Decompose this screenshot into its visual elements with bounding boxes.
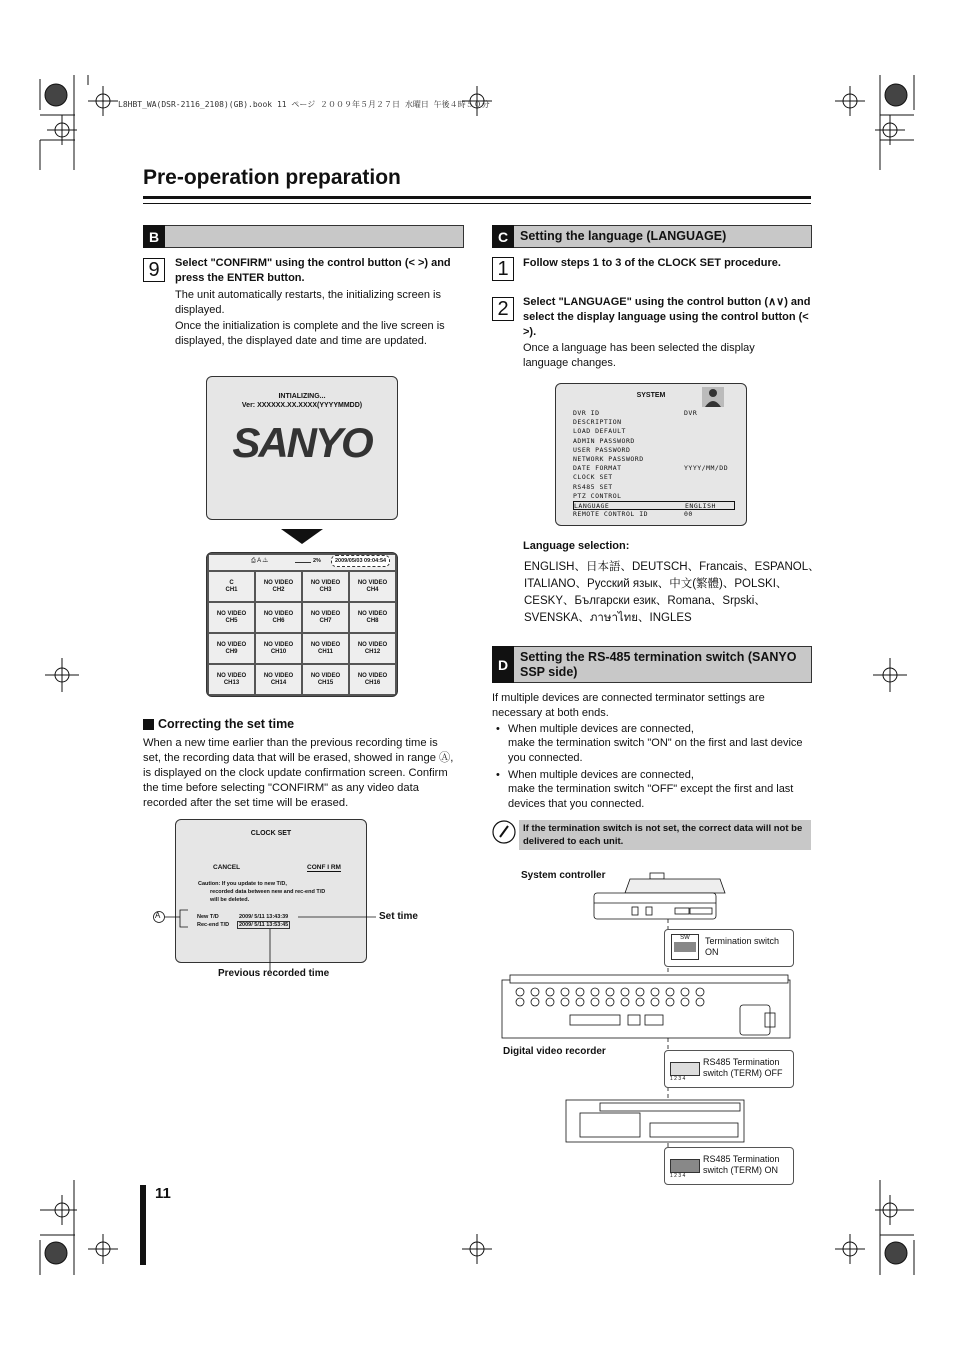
channel-cell	[256, 603, 301, 632]
channel-label: CH10	[270, 648, 287, 655]
channel-status: NO VIDEO	[357, 672, 388, 679]
system-row-label: DVR ID	[573, 409, 600, 417]
system-menu-screen	[555, 383, 747, 526]
rs485-off-label: RS485 Termination switch (TERM) OFF	[703, 1057, 783, 1078]
section-c-title: Setting the language (LANGUAGE)	[520, 229, 727, 243]
confirm-option: CONF I RM	[307, 864, 341, 871]
bullet-2-line-b: make the termination switch "OFF" except the first and last devices that you connected.	[508, 783, 794, 810]
status-icons: ⎙ A ⚠	[251, 558, 268, 564]
channel-status: NO VIDEO	[216, 641, 247, 648]
system-menu-row	[573, 446, 735, 455]
channel-status: NO VIDEO	[310, 641, 341, 648]
language-line-4: SVENSKA、ภาษาไทย、INGLES	[524, 612, 692, 624]
channel-cell	[209, 603, 254, 632]
section-b-bar	[143, 225, 464, 248]
bullet-1-line-b: make the termination switch "ON" on the first and last device you connected.	[508, 737, 803, 764]
clock-callout-lines	[150, 905, 390, 977]
system-title: SYSTEM	[636, 392, 666, 399]
language-line-3: CESKY、Български език、Romana、Srpski、	[524, 595, 766, 607]
channel-status: NO VIDEO	[310, 610, 341, 617]
system-menu-row	[573, 492, 735, 501]
channel-status: NO VIDEO	[263, 610, 294, 617]
channel-grid	[209, 572, 395, 694]
correcting-heading: Correcting the set time	[158, 717, 295, 731]
previous-recorded-time-label: Previous recorded time	[218, 968, 330, 979]
channel-label: CH16	[364, 679, 381, 686]
channel-label: CH13	[223, 679, 240, 686]
step-9-number: 9	[143, 258, 165, 282]
init-line-1: INTIALIZING...	[278, 393, 326, 400]
step-9-heading: Select "CONFIRM" using the control button (< >) and press the ENTER button.	[175, 257, 451, 284]
channel-status: NO VIDEO	[310, 672, 341, 679]
title-rule	[143, 196, 811, 199]
channel-label: CH1	[225, 586, 238, 593]
step-9-paragraph-2: Once the initialization is complete and the live screen is displayed, the displayed date and time are updated.	[175, 320, 445, 347]
dip-switch-off-icon	[670, 1056, 700, 1084]
system-rows	[573, 409, 735, 519]
dip-switch-on-icon	[670, 1153, 700, 1181]
channel-cell	[303, 665, 348, 694]
dip-labels-off: 1 2 3 4	[670, 1076, 686, 1082]
clock-set-title: CLOCK SET	[250, 830, 292, 837]
system-row-label: DESCRIPTION	[573, 418, 622, 427]
channel-label: CH11	[317, 648, 333, 655]
system-row-label: PTZ CONTROL	[573, 491, 622, 500]
channel-label: CH14	[270, 679, 287, 686]
bullet-1-line-a: When multiple devices are connected,	[508, 723, 694, 735]
system-row-label: LANGUAGE	[574, 501, 610, 510]
channel-label: CH3	[319, 586, 332, 593]
dvr-label: Digital video recorder	[503, 1046, 606, 1057]
sw-switch-icon	[674, 942, 696, 952]
channel-status: NO VIDEO	[263, 641, 294, 648]
sanyo-logo: SANYO	[232, 419, 372, 466]
system-row-value: DVR	[684, 409, 698, 417]
system-menu-row	[573, 427, 735, 436]
initializing-screen	[206, 376, 398, 520]
channel-label: CH7	[319, 617, 332, 624]
system-row-label: DATE FORMAT	[573, 464, 622, 473]
system-menu-row	[573, 501, 735, 510]
system-menu-row	[573, 464, 735, 473]
progress-line	[295, 562, 311, 563]
rec-end-label: Rec-end T/D	[197, 922, 230, 928]
correcting-body: When a new time earlier than the previous recording time is set, the recording data that will be erased, showed in range Ⓐ, is displayed on the clock update confirmation screen. Confirm the time before selecting "CONFIRM" as any video data recorded after the set time will be erased.	[143, 737, 454, 809]
system-row-value: YYYY/MM/DD	[684, 464, 729, 473]
system-menu-row	[573, 437, 735, 446]
channel-cell	[350, 665, 395, 694]
caution-line-3: will be deleted.	[210, 897, 250, 903]
sw-label: SW	[680, 935, 690, 941]
live-percent: 2%	[313, 558, 321, 564]
print-header-line: L8HBT_WA(DSR-2116_2108)(GB).book 11 ページ ２００９年５月２７日 水曜日 午後４時５０分	[118, 100, 490, 109]
system-menu-row	[573, 409, 735, 418]
caution-line-1: Caution: If you update to new T/D,	[198, 881, 287, 887]
step-1-number: 1	[492, 257, 514, 281]
note-pencil-icon	[492, 820, 516, 844]
channel-cell	[209, 634, 254, 663]
channel-label: CH12	[364, 648, 381, 655]
system-row-label: USER PASSWORD	[573, 445, 631, 454]
language-line-1: ENGLISH、日本語、DEUTSCH、Francais、ESPANOL、	[524, 561, 820, 573]
channel-cell	[209, 665, 254, 694]
language-selection-heading: Language selection:	[523, 540, 630, 552]
system-row-label: CLOCK SET	[573, 473, 613, 482]
marker-a: A	[155, 911, 161, 920]
channel-cell	[303, 572, 348, 601]
page-number: 11	[155, 1185, 171, 1202]
channel-label: CH2	[272, 586, 285, 593]
rec-end-value: 2009/ 5/11 13:53:45	[239, 922, 289, 928]
system-controller-label: System controller	[521, 870, 606, 881]
step-1-text: Follow steps 1 to 3 of the CLOCK SET procedure.	[523, 257, 781, 269]
caution-line-2: recorded data between new and rec-end T/D	[210, 889, 326, 895]
system-menu-row	[573, 483, 735, 492]
channel-label: CH9	[225, 648, 238, 655]
bullet-1-dot: •	[496, 723, 500, 735]
system-row-value: 00	[684, 510, 693, 519]
system-row-label: REMOTE CONTROL ID	[573, 510, 649, 519]
bullet-2-dot: •	[496, 769, 500, 781]
system-row-label: NETWORK PASSWORD	[573, 454, 644, 463]
down-arrow-icon	[281, 529, 323, 545]
channel-status: NO VIDEO	[357, 641, 388, 648]
channel-status: NO VIDEO	[216, 610, 247, 617]
rs485-on-box	[664, 1147, 794, 1185]
section-d-intro: If multiple devices are connected terminator settings are necessary at both ends.	[492, 692, 765, 719]
channel-label: CH6	[272, 617, 285, 624]
square-bullet-icon	[143, 719, 154, 730]
channel-cell	[256, 572, 301, 601]
channel-label: CH15	[317, 679, 334, 686]
channel-status: C	[229, 579, 234, 586]
channel-cell	[256, 665, 301, 694]
language-line-2: ITALIANO、Русский язык、中文(繁體)、POLSKI、	[524, 578, 788, 590]
system-row-label: ADMIN PASSWORD	[573, 436, 635, 445]
bullet-2-line-a: When multiple devices are connected,	[508, 769, 694, 781]
system-menu-row	[573, 418, 735, 427]
channel-cell	[303, 603, 348, 632]
step-2-body: Once a language has been selected the display language changes.	[523, 342, 755, 369]
step-2-heading: Select "LANGUAGE" using the control button (∧∨) and select the display language using the control button (< >).	[523, 296, 811, 338]
system-menu-row	[573, 455, 735, 464]
channel-cell	[256, 634, 301, 663]
init-line-2: Ver: XXXXXX.XX.XXXX(YYYYMMDD)	[241, 402, 363, 409]
section-b-letter: B	[143, 225, 165, 248]
live-datetime: 2009/05/03 09:04:54	[331, 555, 390, 567]
termination-switch-on-box	[664, 929, 794, 967]
channel-label: CH4	[366, 586, 379, 593]
channel-cell	[350, 634, 395, 663]
channel-status: NO VIDEO	[216, 672, 247, 679]
new-td-label: New T/D	[197, 914, 219, 920]
set-time-label: Set time	[379, 911, 418, 922]
channel-status: NO VIDEO	[357, 610, 388, 617]
channel-label: CH5	[225, 617, 238, 624]
system-menu-row	[573, 473, 735, 482]
termination-switch-on-label: Termination switch ON	[705, 936, 780, 957]
dip-labels-on: 1 2 3 4	[670, 1173, 686, 1179]
channel-status: NO VIDEO	[357, 579, 388, 586]
channel-status: NO VIDEO	[310, 579, 341, 586]
channel-cell	[350, 572, 395, 601]
channel-status: NO VIDEO	[263, 672, 294, 679]
system-row-value: ENGLISH	[685, 501, 716, 510]
note-box: If the termination switch is not set, the correct data will not be delivered to each unit.	[519, 820, 811, 850]
step-2-number: 2	[492, 297, 514, 321]
section-c-letter: C	[492, 225, 514, 248]
live-screen	[206, 552, 398, 697]
rs485-off-box	[664, 1050, 794, 1088]
page-title: Pre-operation preparation	[143, 166, 401, 189]
new-td-value: 2009/ 5/11 13:43:39	[239, 914, 289, 920]
live-status-bar	[209, 555, 395, 570]
section-d-title: Setting the RS-485 termination switch (SANYO SSP side)	[520, 650, 797, 679]
system-menu-row	[573, 510, 735, 519]
title-rule-thin	[143, 203, 811, 204]
channel-cell	[209, 572, 254, 601]
channel-cell	[350, 603, 395, 632]
section-d-letter: D	[492, 646, 514, 683]
connection-diagram	[500, 865, 820, 1195]
page-number-bar	[140, 1185, 146, 1265]
cancel-option: CANCEL	[213, 864, 241, 871]
channel-label: CH8	[366, 617, 379, 624]
user-icon	[702, 387, 724, 407]
system-row-label: LOAD DEFAULT	[573, 427, 626, 436]
channel-cell	[303, 634, 348, 663]
step-9-paragraph-1: The unit automatically restarts, the initializing screen is displayed.	[175, 289, 441, 316]
rs485-on-label: RS485 Termination switch (TERM) ON	[703, 1154, 780, 1175]
channel-status: NO VIDEO	[263, 579, 294, 586]
system-row-label: RS485 SET	[573, 482, 613, 491]
